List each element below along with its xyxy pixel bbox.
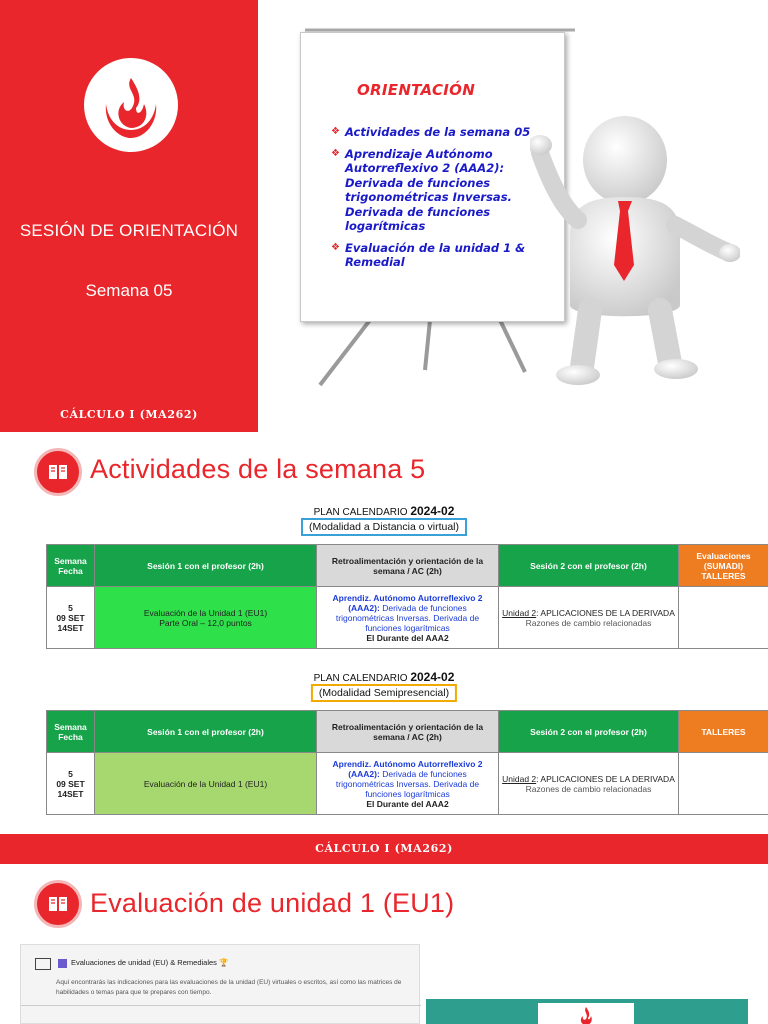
session-week: Semana 05 [85, 281, 173, 300]
calendar-table-virtual [46, 544, 768, 649]
list-item: ❖ Actividades de la semana 05 [331, 125, 531, 139]
lms-panel [20, 944, 420, 1024]
evaluations-cell [679, 753, 768, 815]
list-item: ❖ Evaluación de la unidad 1 & Remedial [331, 240, 526, 269]
book-icon [47, 462, 69, 482]
table-row [47, 753, 768, 815]
session2-cell: Unidad 2: APLICACIONES DE LA DERIVADA Razones de cambio relacionadas [499, 753, 679, 815]
board-title: ORIENTACIÓN [357, 81, 476, 99]
table-header-row: Semana Fecha Sesión 1 con el profesor (2h) Retroalimentación y orientación de la semana / AC (2h) Sesión 2 con el profesor (2h) Evaluaciones (SUMADI) TALLERES [47, 545, 768, 587]
trophy-icon: 🏆 [219, 958, 229, 967]
presenter-figure-icon [530, 105, 740, 395]
page-icon [35, 958, 51, 970]
whiteboard [300, 32, 565, 322]
slide-activities [0, 432, 768, 864]
board-list [333, 125, 553, 277]
retro-cell: Aprendiz. Autónomo Autorreflexivo 2 (AAA2): Derivada de funciones trigonométricas Inversas. Derivada de funciones logarítmicas El Durante del AAA2 [317, 753, 499, 815]
divider [21, 1005, 421, 1006]
course-name: CÁLCULO I (MA262) [60, 408, 198, 421]
teal-card [426, 999, 748, 1024]
mode-label: (Modalidad Semipresencial) [311, 684, 457, 702]
upc-logo [84, 58, 178, 152]
week-cell: 5 09 SET 14SET [47, 753, 95, 815]
session1-cell: Evaluación de la Unidad 1 (EU1) [95, 753, 317, 815]
page-title: Evaluación de unidad 1 (EU1) [90, 888, 455, 918]
table-row [47, 587, 768, 649]
title-panel [0, 0, 258, 432]
diamond-bullet-icon: ❖ [331, 126, 340, 137]
diamond-bullet-icon: ❖ [331, 241, 340, 253]
diamond-bullet-icon: ❖ [331, 147, 340, 159]
square-icon [58, 959, 67, 968]
plan-title: PLAN CALENDARIO 2024-02 [313, 504, 455, 518]
retro-cell: Aprendiz. Autónomo Autorreflexivo 2 (AAA2): Derivada de funciones trigonométricas Inversas. Derivada de funciones logarítmicas El Durante del AAA2 [317, 587, 499, 649]
evaluations-cell [679, 587, 768, 649]
table-header-row: Semana Fecha Sesión 1 con el profesor (2h) Retroalimentación y orientación de la semana / AC (2h) Sesión 2 con el profesor (2h) TALLERES [47, 711, 768, 753]
course-footer-bar: CÁLCULO I (MA262) [0, 834, 768, 864]
session2-cell: Unidad 2: APLICACIONES DE LA DERIVADA Razones de cambio relacionadas [499, 587, 679, 649]
section-badge [34, 448, 82, 496]
card-inner [538, 1003, 634, 1024]
mode-label: (Modalidad a Distancia o virtual) [301, 518, 467, 536]
page-title: Actividades de la semana 5 [90, 454, 426, 484]
calendar-table-semipresencial [46, 710, 768, 815]
list-item: ❖ Aprendizaje Autónomo Autorreflexivo 2 (AAA2): Derivada de funciones trigonométricas Inversas. Derivada de funciones logarítmicas [331, 146, 512, 233]
session-title: SESIÓN DE ORIENTACIÓN [19, 221, 239, 240]
plan-title: PLAN CALENDARIO 2024-02 [313, 670, 455, 684]
panel-text: Aquí encontrarás las indicaciones para las evaluaciones de la unidad (EU) virtuales o escritos, así como las matrices de habilidades o temas para que te prepares con tiempo. [56, 979, 402, 996]
week-cell: 5 09 SET 14SET [47, 587, 95, 649]
slide-orientation [0, 0, 768, 432]
flame-logo-icon [538, 1003, 634, 1024]
flame-logo-icon [84, 58, 178, 152]
slide-evaluation [0, 864, 768, 1024]
panel-title[interactable]: Evaluaciones de unidad (EU) & Remediales 🏆 [71, 958, 229, 967]
book-icon [47, 894, 69, 914]
session1-cell: Evaluación de la Unidad 1 (EU1) Parte Oral – 12,0 puntos [95, 587, 317, 649]
section-badge [34, 880, 82, 928]
